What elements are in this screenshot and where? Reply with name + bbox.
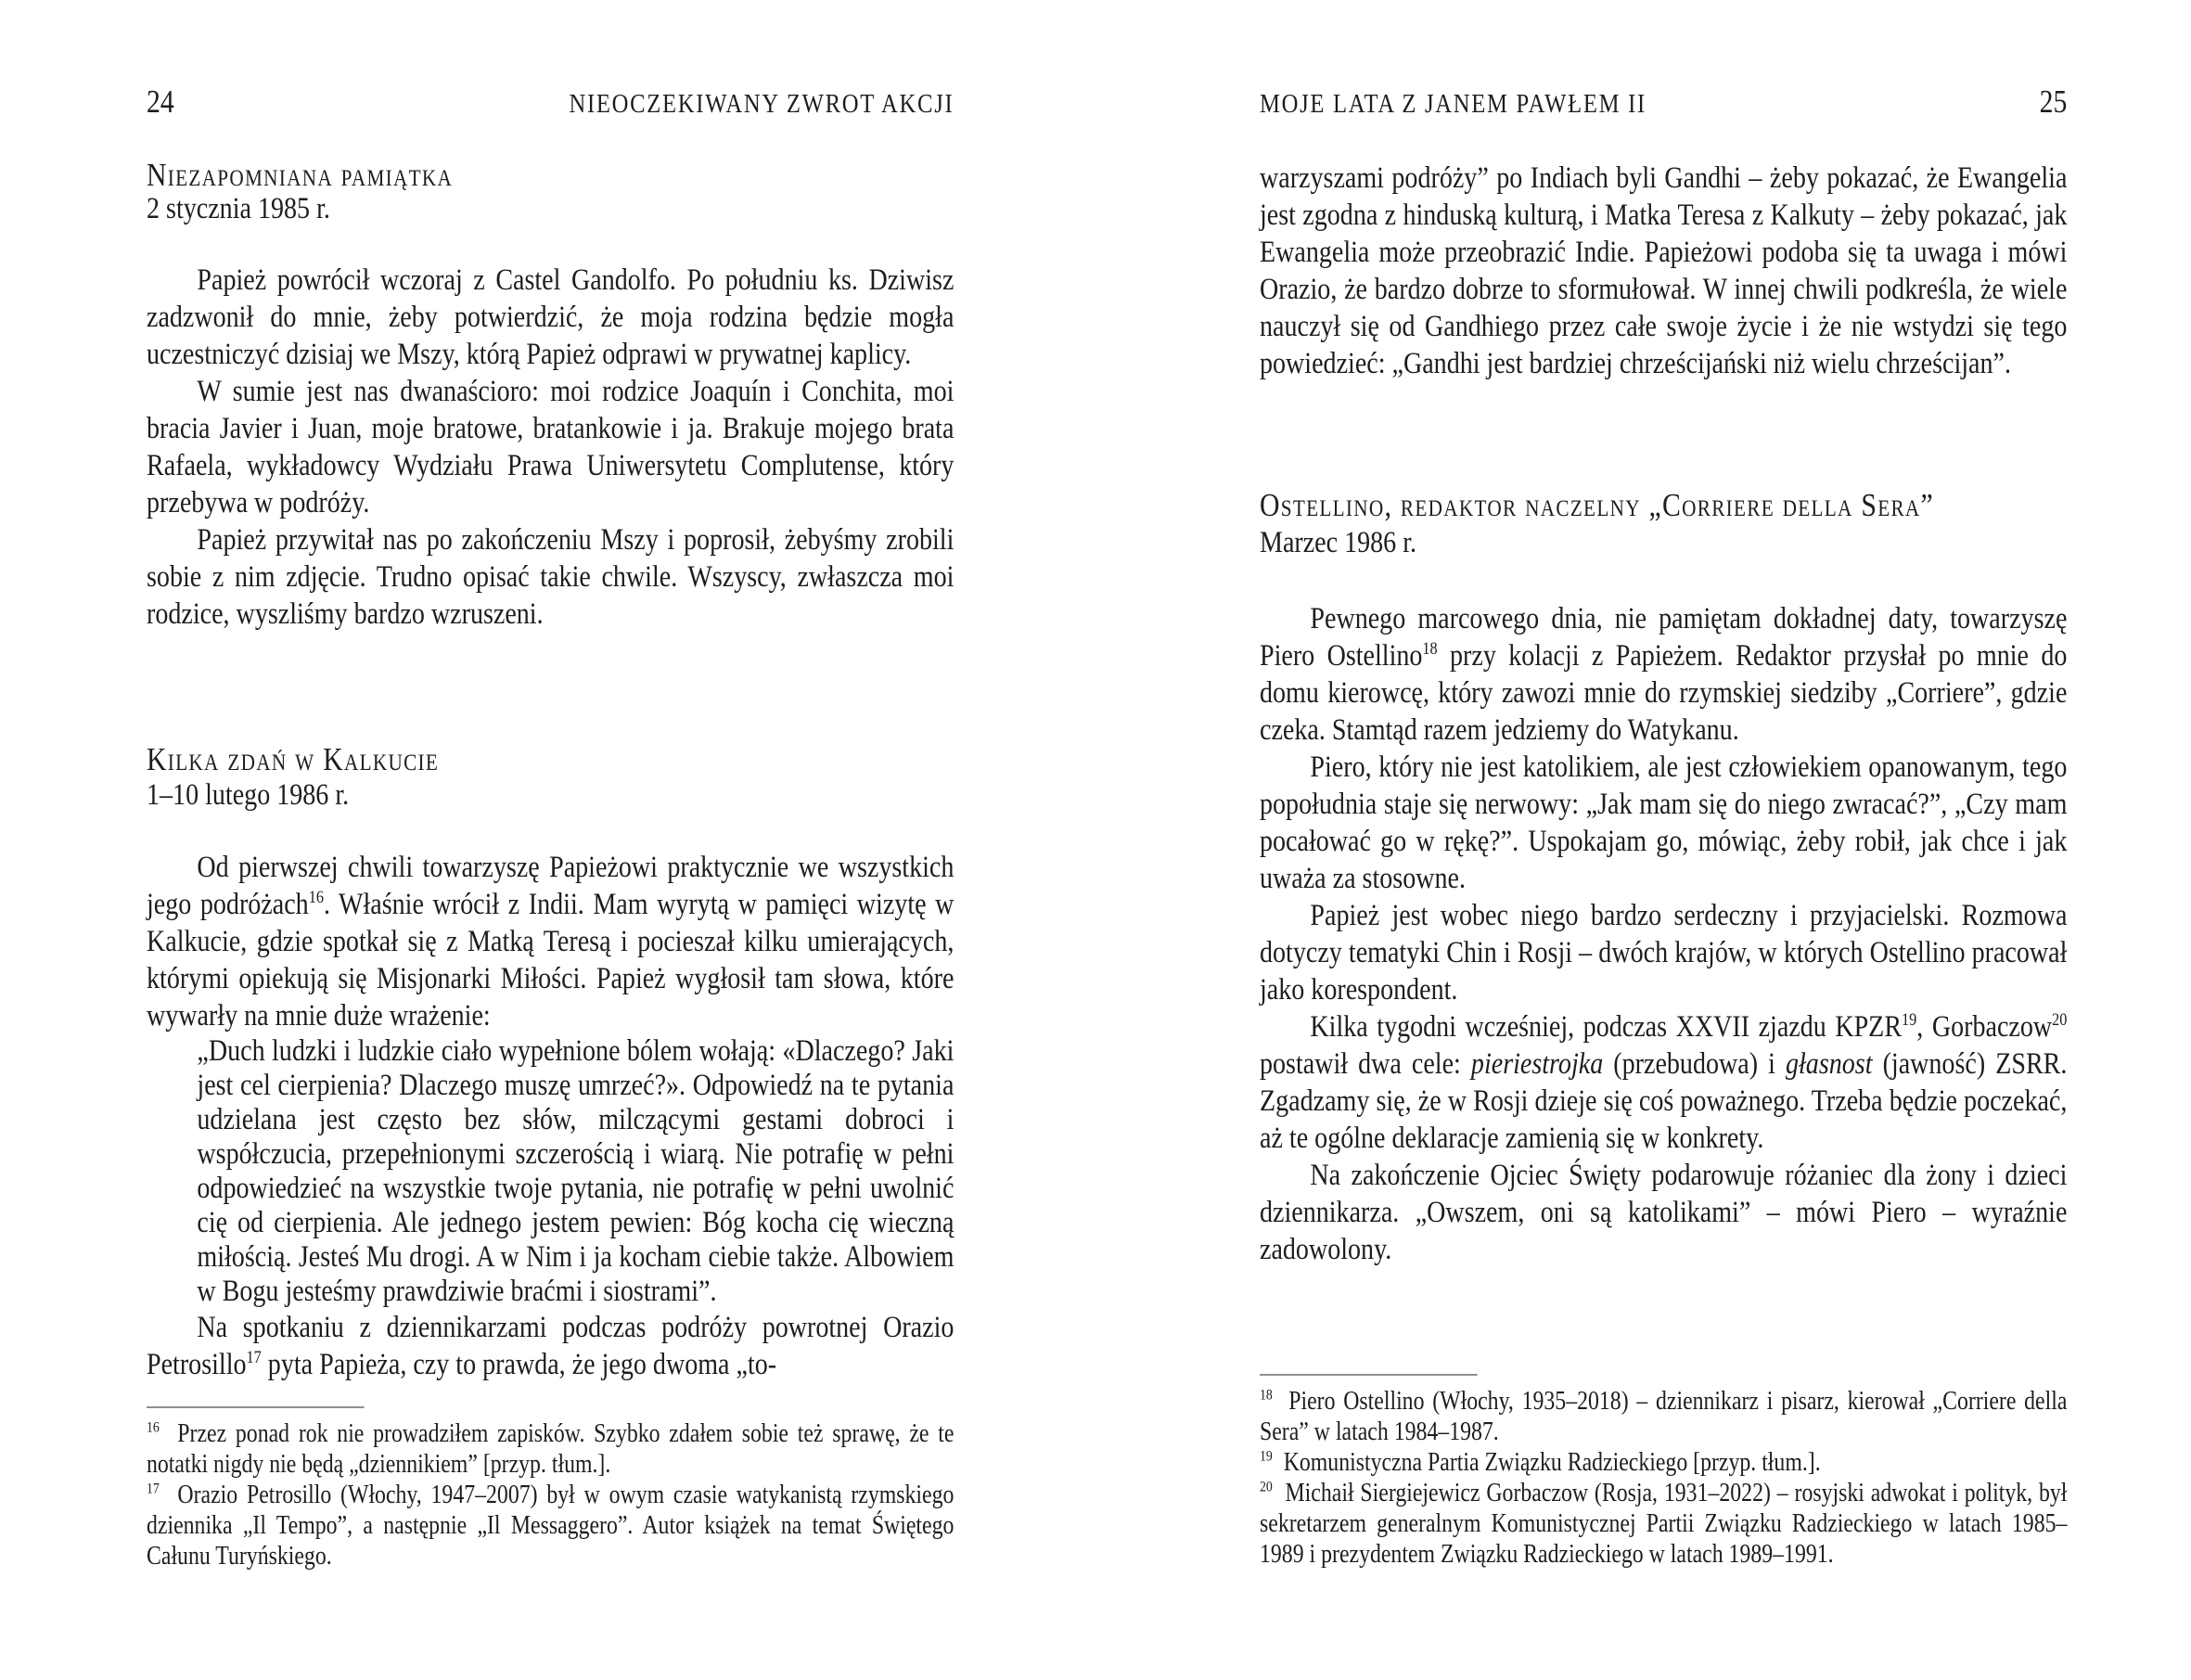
footnote: $^{20}$ Michaił Siergiejewicz Gorbaczow (Rosja, 1931–2022) – rosyjski adwokat i polityk, był sekretarzem generalnym Komunistycznej Partii Związku Radzieckiego w latach 1985–1989 i prezydentem Związku Radzieckiego w latach 1989–1991. <box>1260 1478 2068 1569</box>
running-head-right <box>1260 83 2067 122</box>
footnote: $^{17}$ Orazio Petrosillo (Włochy, 1947–2007) był w owym czasie watykanistą rzymskiego dziennika „Il Tempo”, a następnie „Il Messaggero”. Autor książek na temat Świętego Całunu Turyńskiego. <box>147 1480 955 1571</box>
running-head-left <box>147 83 954 122</box>
paragraph: Od pierwszej chwili towarzyszę Papieżowi praktycznie we wszystkich jego podróżach$^{16}$. Właśnie wrócił z Indii. Mam wyrytą w pamięci wizytę w Kalkucie, gdzie spotkał się z Matką Teresą i pocieszał kilku umierających, którymi opiekują się Misjonarki Miłości. Papież wygłosił tam słowa, które wywarły na mnie duże wrażenie: <box>147 851 955 1032</box>
section-heading: Niezapomniana pamiątka <box>147 157 454 193</box>
paragraph: Papież powrócił wczoraj z Castel Gandolfo. Po południu ks. Dziwisz zadzwonił do mnie, żeby potwierdzić, że moja rodzina będzie mogła uczestniczyć dzisiaj we Mszy, którą Papież odprawi w prywatnej kaplicy. <box>147 263 955 371</box>
paragraph-continuation: warzyszami podróży” po Indiach byli Gandhi – żeby pokazać, że Ewangelia jest zgodna z hinduską kulturą, i Matka Teresa z Kalkuty – żeby pokazać, jak Ewangelia może przeobrazić Indie. Papieżowi podoba się ta uwaga i mówi Orazio, że bardzo dobrze to sformułował. W innej chwili podkreśla, że wiele nauczył się od Gandhiego przez całe swoje życie i że nie wstydzi się tego powiedzieć: „Gandhi jest bardziej chrześcijański niż wielu chrześcijan”. <box>1260 161 2068 380</box>
section-heading: Kilka zdań w Kalkucie <box>147 741 440 777</box>
paragraph: Na zakończenie Ojciec Święty podarowuje różaniec dla żony i dzieci dziennikarza. „Owszem, oni są katolikami” – mówi Piero – wyraźnie zadowolony. <box>1260 1159 2068 1266</box>
body-text-block <box>1260 600 2067 1268</box>
footnotes-left <box>147 1406 954 1571</box>
paragraph: Papież przywitał nas po zakończeniu Mszy i poprosił, żebyśmy zrobili sobie z nim zdjęcie. Trudno opisać takie chwile. Wszyscy, zwłaszcza moi rodzice, wyszliśmy bardzo wzruszeni. <box>147 523 955 631</box>
footnote: $^{16}$ Przez ponad rok nie prowadziłem zapisków. Szybko zdałem sobie też sprawę, że te notatki nigdy nie będą „dziennikiem” [przyp. tłum.]. <box>147 1418 955 1479</box>
paragraph: Papież jest wobec niego bardzo serdeczny i przyjacielski. Rozmowa dotyczy tematyki Chin i Rosji – dwóch krajów, w których Ostellino pracował jako korespondent. <box>1260 899 2068 1007</box>
running-head-title: MOJE LATA Z JANEM PAWŁEM II <box>1260 89 1646 119</box>
paragraph: W sumie jest nas dwanaścioro: moi rodzice Joaquín i Conchita, moi bracia Javier i Juan, moje bratowe, bratankowie i ja. Brakuje mojego brata Rafaela, wykładowcy Wydziału Prawa Uniwersytetu Complutense, który przebywa w podróży. <box>147 375 955 519</box>
page-right <box>1260 0 2191 1680</box>
paragraph: Piero, który nie jest katolikiem, ale jest człowiekiem opanowanym, tego popołudnia staje się nerwowy: „Jak mam się do niego zwracać?”, „Czy mam pocałować go w rękę?”. Uspokajam go, mówiąc, żeby robił, jak chce i jak uważa za stosowne. <box>1260 750 2068 895</box>
footnote-rule <box>147 1406 365 1408</box>
footnote: $^{18}$ Piero Ostellino (Włochy, 1935–2018) – dziennikarz i pisarz, kierował „Corriere della Sera” w latach 1984–1987. <box>1260 1386 2068 1446</box>
section-date: 1–10 lutego 1986 r. <box>147 778 350 812</box>
paragraph: Na spotkaniu z dziennikarzami podczas podróży powrotnej Orazio Petrosillo$^{17}$ pyta Papieża, czy to prawda, że jego dwoma „to- <box>147 1311 955 1381</box>
section-date: 2 stycznia 1985 r. <box>147 192 330 225</box>
footnotes-right <box>1260 1374 2067 1570</box>
papal-quote: „Duch ludzki i ludzkie ciało wypełnione bólem wołają: «Dlaczego? Jaki jest cel cierpienia? Dlaczego muszę umrzeć?». Odpowiedź na te pytania udzielana jest często bez słów, milczącymi gestami dobroci i współczucia, przepełnionymi szczerością i wiarą. Nie potrafię w pełni odpowiedzieć na wszystkie twoje pytania, nie potrafię w pełni uwolnić cię od cierpienia. Ale jednego jestem pewien: Bóg kocha cię wieczną miłością. Jesteś Mu drogi. A w Nim i ja kocham ciebie także. Albowiem w Bogu jesteśmy prawdziwie braćmi i siostrami”. <box>197 1034 955 1308</box>
page-left <box>147 0 1096 1680</box>
running-head-title: NIEOCZEKIWANY ZWROT AKCJI <box>569 89 955 119</box>
page-left-content <box>147 0 954 1680</box>
page-right-content <box>1260 0 2067 1680</box>
body-text-block <box>147 849 954 1383</box>
page-number: 25 <box>2039 83 2068 120</box>
section-heading: Ostellino, redaktor naczelny „Corriere della Sera” <box>1260 487 1935 523</box>
page-number: 24 <box>147 83 174 120</box>
footnote-rule <box>1260 1374 1478 1376</box>
body-text-block <box>147 262 954 633</box>
paragraph: Kilka tygodni wcześniej, podczas XXVII zjazdu KPZR$^{19}$, Gorbaczow$^{20}$ postawił dwa cele: pieriestrojka (przebudowa) i głasnost (jawność) ZSRR. Zgadzamy się, że w Rosji dzieje się coś poważnego. Trzeba będzie poczekać, aż te ogólne deklaracje zamienią się w konkrety. <box>1260 1010 2068 1155</box>
body-text-block <box>1260 160 2067 382</box>
paragraph: Pewnego marcowego dnia, nie pamiętam dokładnej daty, towarzyszę Piero Ostellino$^{18}$ przy kolacji z Papieżem. Redaktor przysłał po mnie do domu kierowcę, który zawozi mnie do rzymskiej siedziby „Corriere”, gdzie czeka. Stamtąd razem jedziemy do Watykanu. <box>1260 602 2068 747</box>
footnote: $^{19}$ Komunistyczna Partia Związku Radzieckiego [przyp. tłum.]. <box>1260 1447 1821 1477</box>
section-date: Marzec 1986 r. <box>1260 526 1417 559</box>
